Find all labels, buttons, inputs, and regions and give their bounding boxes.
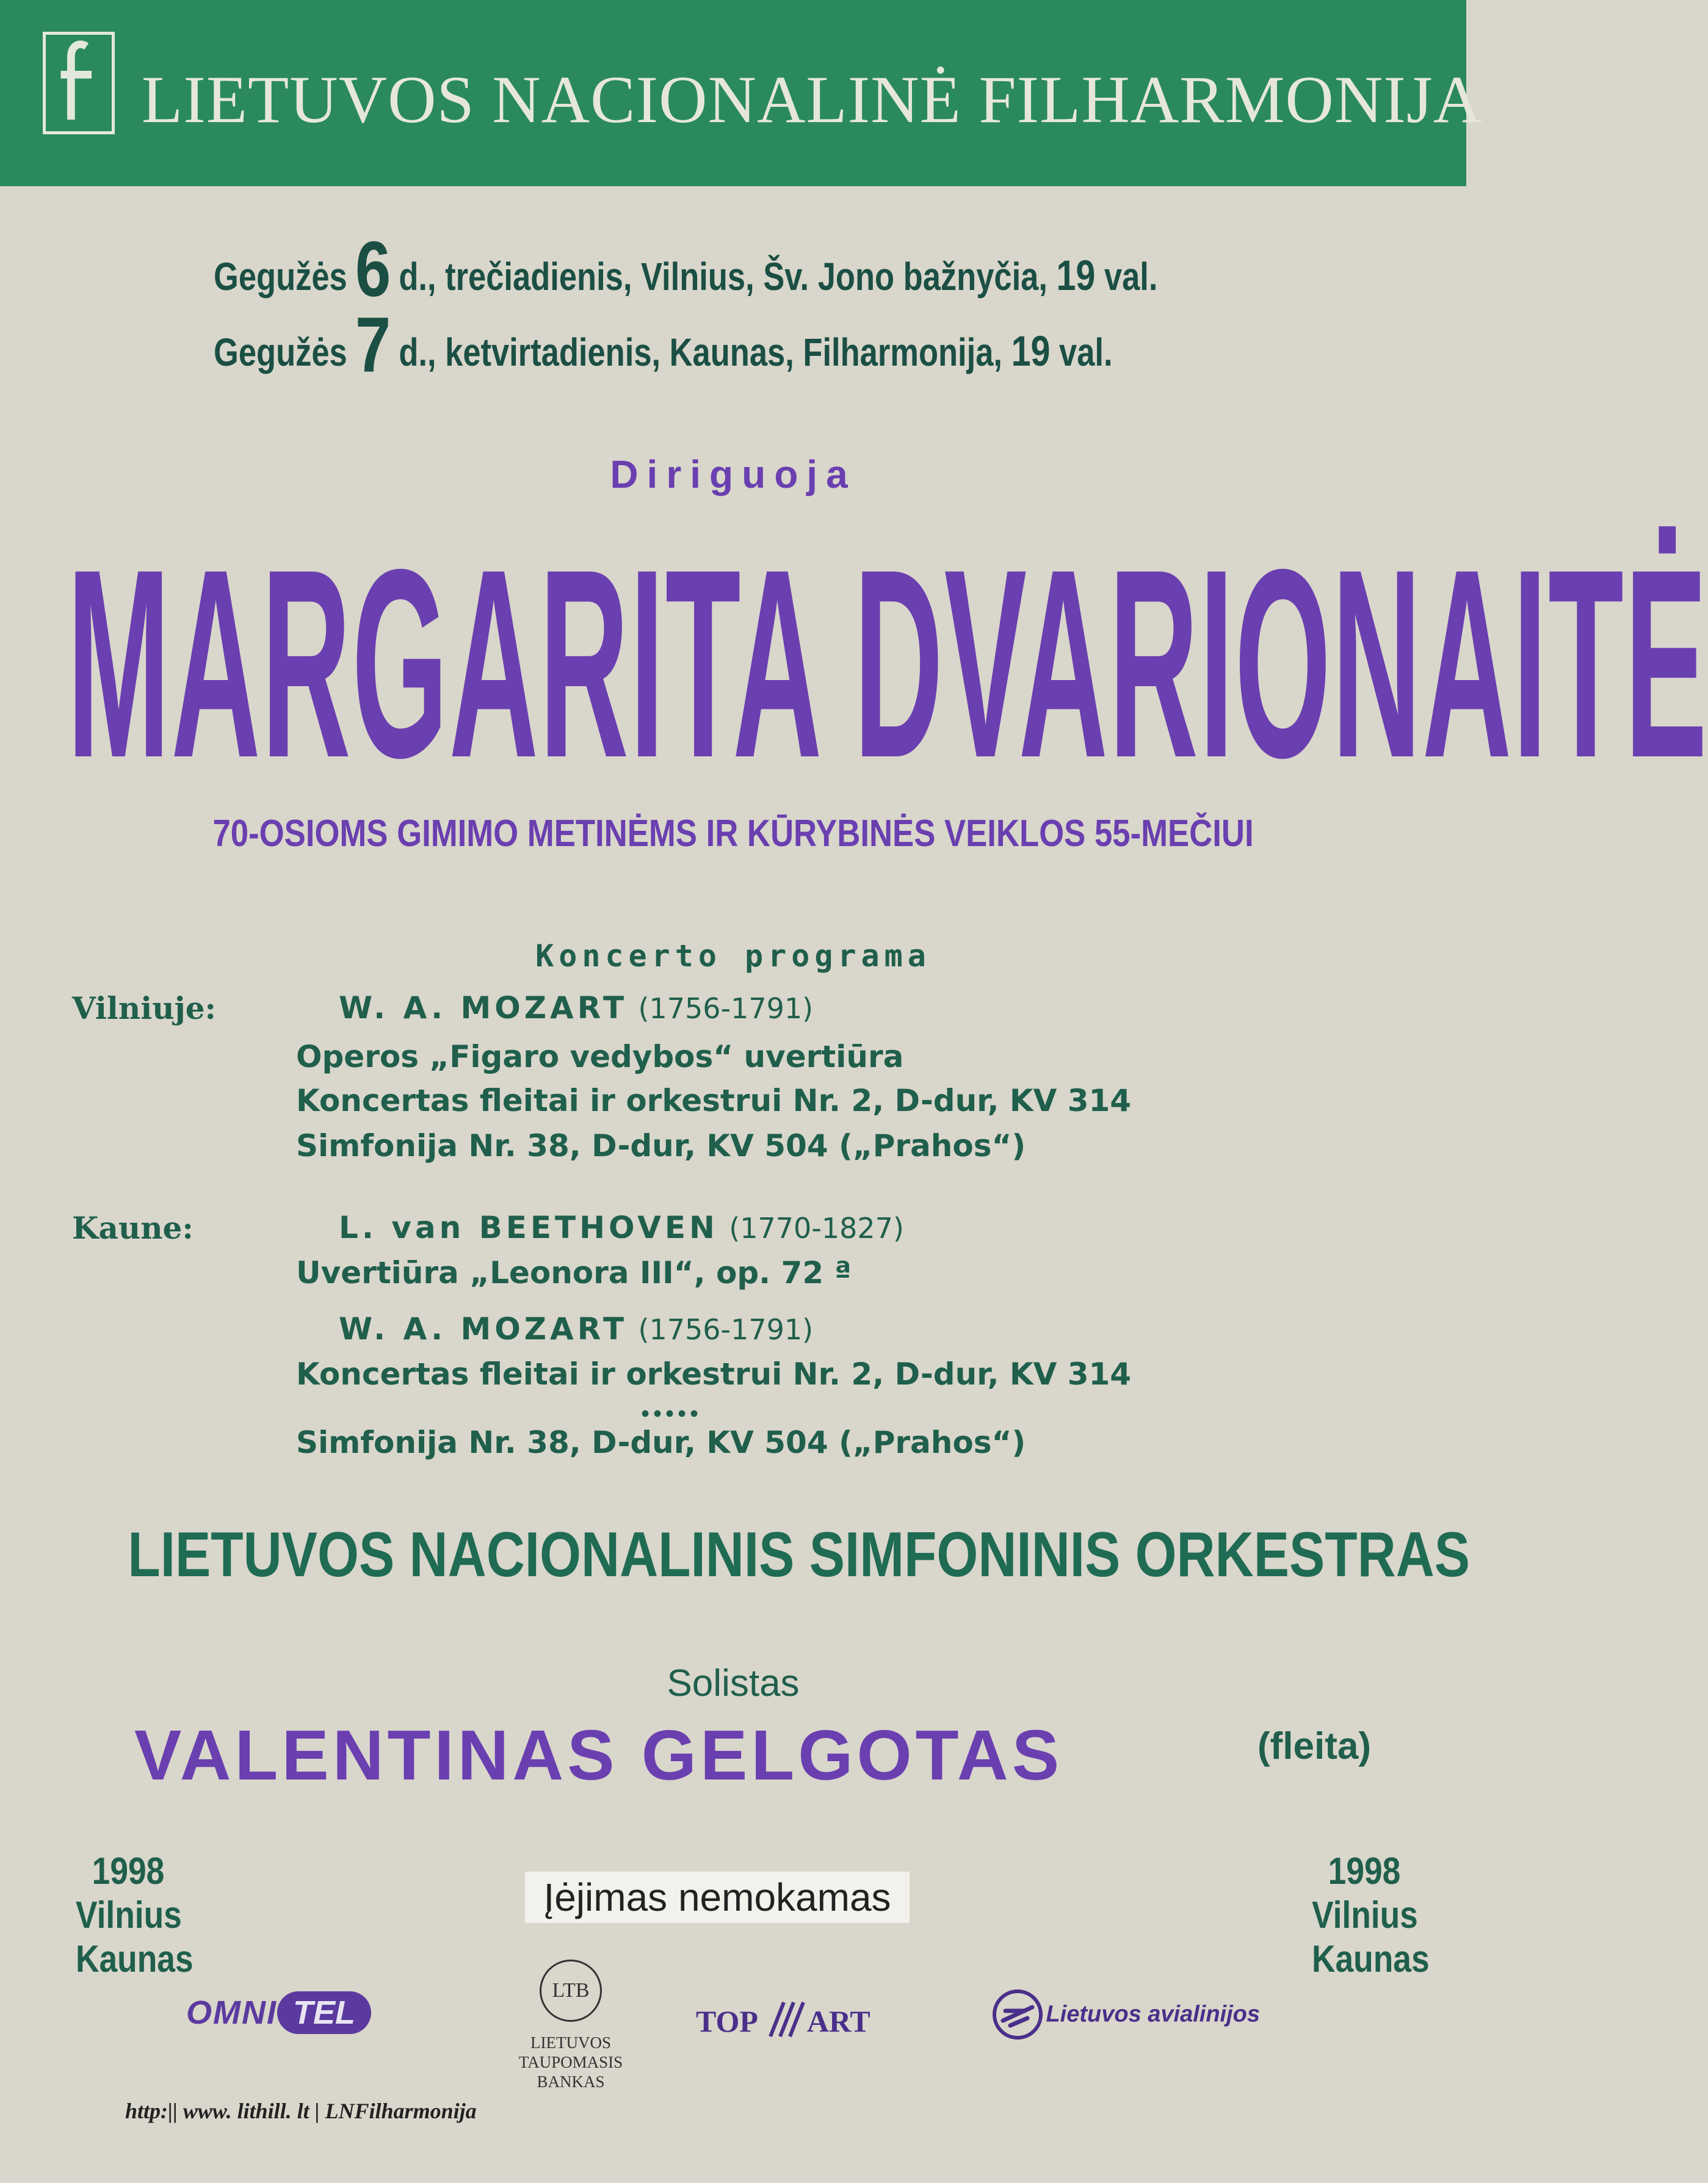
soloist-name: VALENTINAS GELGOTAS <box>134 1715 1063 1795</box>
separator-dots: ••••• <box>641 1400 703 1427</box>
sponsor-omnitel-logo <box>186 1991 371 2043</box>
year-block-left <box>67 1850 194 1982</box>
omnitel-part1: OMNI <box>186 1994 277 2031</box>
website-url: http:|| www. lithill. lt | LNFilharmonija <box>125 2099 477 2123</box>
year-block-right <box>1303 1850 1430 1982</box>
work-item: Operos „Figaro vedybos“ uvertiūra <box>296 1039 904 1074</box>
composer-line-mozart-2 <box>339 1311 813 1347</box>
header-title: LIETUVOS NACIONALINĖ FILHARMONIJA <box>142 62 1483 137</box>
soloist-instrument: (fleita) <box>1257 1725 1371 1767</box>
date-month: Gegužės <box>214 330 347 374</box>
date-hour: 19 <box>1011 327 1051 375</box>
omnitel-part2: TEL <box>277 1991 371 2034</box>
city-kaunas: Kaune: <box>72 1210 194 1246</box>
date-rest: d., trečiadienis, Vilnius, Šv. Jono bažnyčia, <box>399 255 1048 299</box>
topart-slashes-icon <box>758 2001 807 2038</box>
year: 1998 <box>1328 1850 1401 1892</box>
sponsor-bank-logo <box>498 1960 644 2091</box>
bank-monogram-icon: LTB <box>540 1960 602 2022</box>
bank-line-3: BANKAS <box>537 2073 605 2091</box>
orchestra-text: LIETUVOS NACIONALINIS SIMFONINIS ORKESTRAS <box>128 1519 1471 1590</box>
date-day: 6 <box>355 226 391 313</box>
city-2: Kaunas <box>1312 1938 1430 1980</box>
date-day: 7 <box>355 302 391 389</box>
date-month: Gegužės <box>214 255 347 299</box>
date-rest: d., ketvirtadienis, Kaunas, Filharmonija, <box>399 330 1002 374</box>
work-item: Simfonija Nr. 38, D-dur, KV 504 („Prahos“) <box>296 1128 1026 1164</box>
year: 1998 <box>92 1850 165 1892</box>
composer-years: (1770-1827) <box>729 1212 904 1245</box>
date-unit: val. <box>1104 255 1158 299</box>
airline-name: Lietuvos avialinijos <box>1046 2001 1261 2027</box>
bank-line-2: TAUPOMASIS <box>518 2053 623 2071</box>
composer-name: L. van BEETHOVEN <box>339 1210 718 1245</box>
soloist-label: Solistas <box>667 1662 800 1704</box>
logo-f-icon <box>46 35 112 131</box>
composer-line-mozart-1 <box>339 990 813 1026</box>
date-unit: val. <box>1059 330 1113 374</box>
orchestra-name <box>0 1519 1471 1591</box>
composer-name: W. A. MOZART <box>339 1311 628 1347</box>
bank-line-1: LIETUVOS <box>530 2033 611 2052</box>
sponsor-airline-logo <box>992 1989 1260 2040</box>
date-hour: 19 <box>1056 252 1096 299</box>
filharmonija-logo <box>43 32 115 134</box>
topart-part2: ART <box>806 2004 870 2038</box>
work-item: Koncertas fleitai ir orkestrui Nr. 2, D-dur, KV 314 <box>296 1083 1132 1118</box>
composer-years: (1756-1791) <box>638 1313 814 1346</box>
composer-name: W. A. MOZART <box>339 990 628 1026</box>
program-title: Koncerto programa <box>535 938 931 974</box>
occasion-text: 70-OSIOMS GIMIMO METINĖMS IR KŪRYBINĖS VEIKLOS 55-MEČIUI <box>212 813 1254 855</box>
work-item: Uvertiūra „Leonora III“, op. 72 ª <box>296 1255 852 1291</box>
city-vilnius: Vilniuje: <box>72 990 216 1026</box>
conductor-name: MARGARITA DVARIONAITĖ <box>67 514 1708 814</box>
airline-emblem-icon <box>992 1989 1043 2040</box>
work-item: Koncertas fleitai ir orkestrui Nr. 2, D-dur, KV 314 <box>296 1356 1132 1392</box>
occasion-line <box>0 812 1466 855</box>
composer-years: (1756-1791) <box>638 992 814 1025</box>
sponsor-topart-logo <box>696 2001 870 2039</box>
city-1: Vilnius <box>76 1894 182 1936</box>
topart-part1: TOP <box>696 2004 758 2038</box>
city-2: Kaunas <box>76 1938 194 1980</box>
entry-free-label: Įėjimas nemokamas <box>525 1872 910 1923</box>
work-item: Simfonija Nr. 38, D-dur, KV 504 („Prahos“) <box>296 1425 1026 1460</box>
city-1: Vilnius <box>1312 1894 1418 1936</box>
date-line-2 <box>214 300 1113 390</box>
composer-line-beethoven <box>339 1210 904 1245</box>
conductor-label: Diriguoja <box>610 452 856 496</box>
